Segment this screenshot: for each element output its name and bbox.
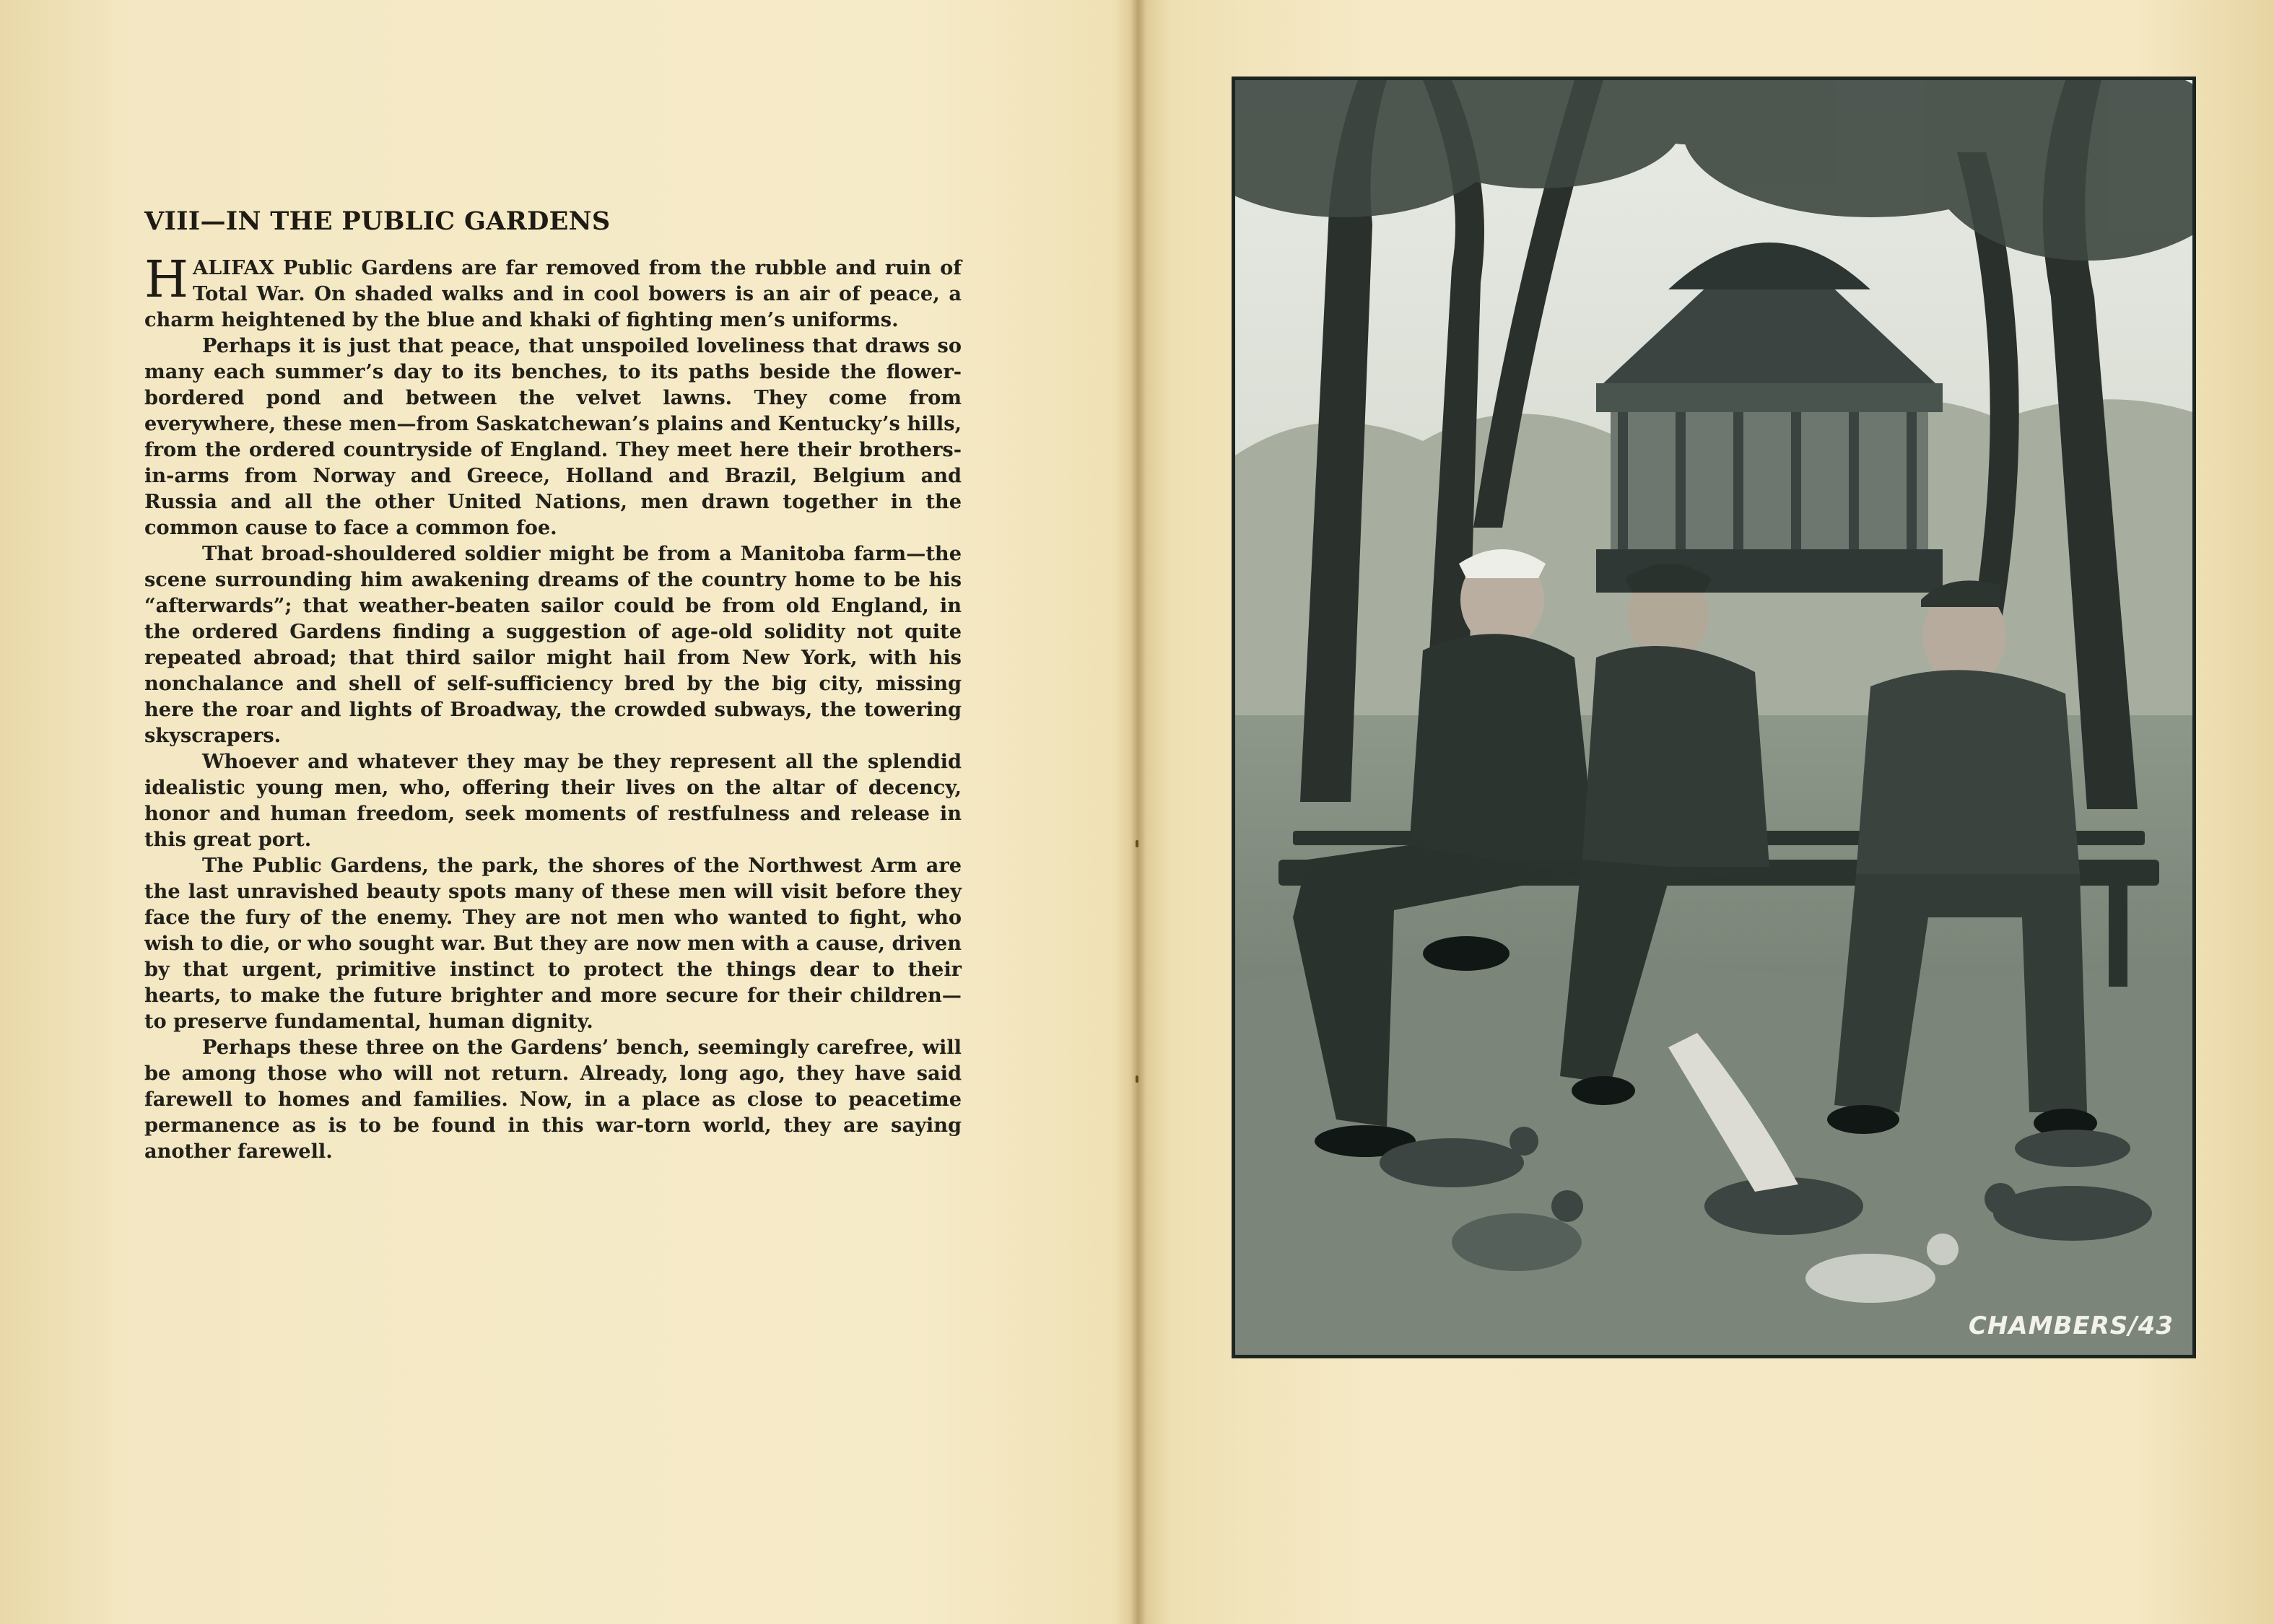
chapter-body <box>144 250 962 1164</box>
chapter-title: VIII—IN THE PUBLIC GARDENS <box>144 206 611 236</box>
illustration-artwork <box>1235 80 2192 1355</box>
drop-cap: H <box>144 250 189 309</box>
park-illustration <box>1232 77 2196 1358</box>
paragraph <box>144 250 962 333</box>
paragraph: The Public Gardens, the park, the shores of the Northwest Arm are the last unravished beauty spots many of these men will visit before they face the fury of the enemy. They are not men who wanted to fight, who wish to die, or who sought war. But they are now men with a cause, driven by that urgent, primitive instinct to protect the things dear to their hearts, to make the future brighter and more secure for their children—to preserve fundamental, human dignity. <box>144 854 962 1033</box>
artist-signature: CHAMBERS/43 <box>1968 1311 2174 1340</box>
binding-staple <box>1136 1075 1138 1083</box>
book-spine <box>1131 0 1146 1624</box>
binding-staple <box>1136 840 1138 847</box>
paragraph: That broad-shouldered soldier might be from a Manitoba farm—the scene surrounding him awakening dreams of the country home to be his “afterwards”; that weather-beaten sailor could be from old England, in the ordered Gardens finding a suggestion of age-old solidity not quite repeated abroad; that third sailor might hail from New York, with his nonchalance and shell of self-sufficiency bred by the big city, missing here the roar and lights of Broadway, the crowded subways, the towering skyscrapers. <box>144 542 962 747</box>
left-page <box>144 206 962 1164</box>
paragraph: Perhaps these three on the Gardens’ bench, seemingly carefree, will be among those who will not return. Already, long ago, they have said farewell to homes and families. Now, in a place as close to peacetime permanence as is to be found in this war-torn world, they are saying another farewell. <box>144 1036 962 1163</box>
paragraph: Whoever and whatever they may be they represent all the splendid idealistic young men, who, offering their lives on the altar of decency, honor and human freedom, seek moments of restfulness and release in this great port. <box>144 750 962 851</box>
paragraph: Perhaps it is just that peace, that unspoiled loveliness that draws so many each summer’s day to its benches, to its paths beside the flower-bordered pond and between the velvet lawns. They come from everywhere, these men—from Saskatchewan’s plains and Kentucky’s hills, from the ordered countryside of England. They meet here their brothers-in-arms from Norway and Greece, Holland and Brazil, Belgium and Russia and all the other United Nations, men drawn together in the common cause to face a common foe. <box>144 334 962 539</box>
paragraph-text: ALIFAX Public Gardens are far removed from the rubble and ruin of Total War. On shaded walks and in cool bowers is an air of peace, a charm heightened by the blue and khaki of fighting men’s uniforms. <box>144 256 962 331</box>
